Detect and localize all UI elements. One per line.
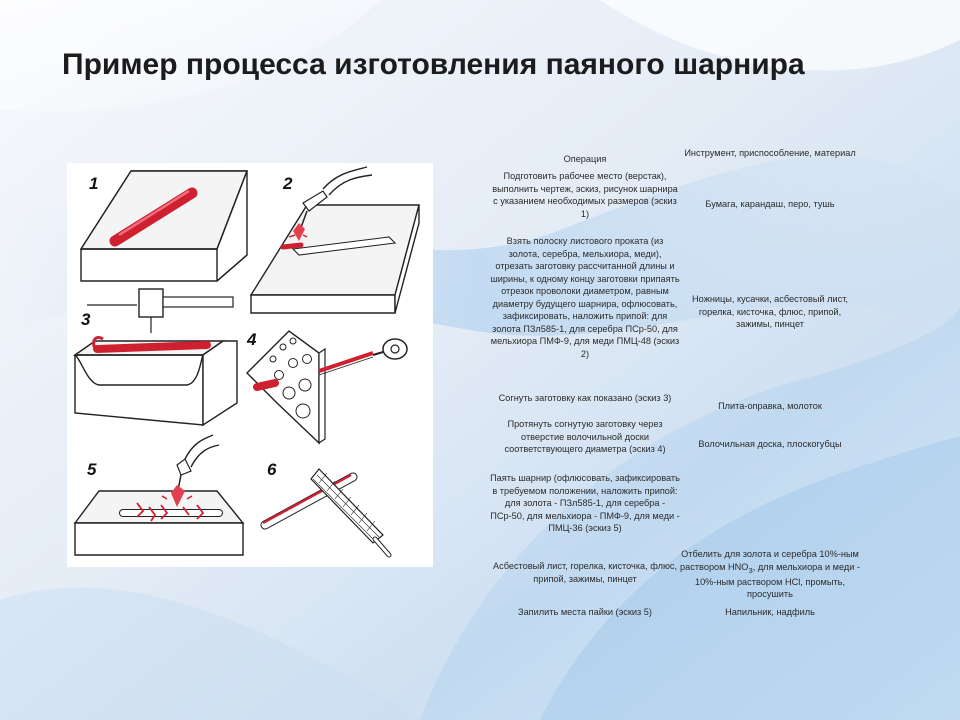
sketch-number-5: 5 bbox=[87, 460, 97, 479]
sketch-4 bbox=[246, 330, 407, 443]
sketches-drawing bbox=[67, 163, 433, 567]
operation-cell: Взять полоску листового проката (из золота, серебра, мельхиора, меди), отрезать заготовку рассчитанной длины и ширины, к одному концу заготовки припаять отрезок проволоки диаметром, равным диаметру будущего шарнира, офлюсовать, зафиксировать, наложить припой: для золота ПЗл585-1, для серебра ПСр-50, для мельхиора ПМФ-9, для меди ПМЦ-48 (эскиз 2) bbox=[490, 236, 680, 359]
sketch-number-1: 1 bbox=[89, 174, 99, 193]
header-tools: Инструмент, приспособление, материал bbox=[684, 148, 856, 158]
tools-cell: Бумага, карандаш, перо, тушь bbox=[705, 199, 835, 209]
sketch-number-4: 4 bbox=[247, 330, 257, 349]
sketch-1 bbox=[81, 171, 247, 281]
tools-cell-subscript: 3 bbox=[748, 565, 753, 575]
tools-cell: Волочильная доска, плоскогубцы bbox=[698, 439, 842, 449]
sketch-3 bbox=[75, 289, 237, 425]
sketch-number-3: 3 bbox=[81, 310, 91, 329]
tools-cell: Ножницы, кусачки, асбестовый лист, горелка, кисточка, флюс, припой, зажимы, пинцет bbox=[692, 294, 848, 330]
tools-cell: Напильник, надфиль bbox=[725, 607, 815, 617]
operation-cell: Подготовить рабочее место (верстак), выполнить чертеж, эскиз, рисунок шарнира с указанием необходимых размеров (эскиз 1) bbox=[492, 171, 678, 219]
sketch-number-2: 2 bbox=[283, 174, 293, 193]
operation-cell: Асбестовый лист, горелка, кисточка, флюс, припой, зажимы, пинцет bbox=[492, 561, 678, 584]
sketch-5 bbox=[75, 435, 243, 555]
operation-cell: Запилить места пайки (эскиз 5) bbox=[518, 607, 652, 617]
slide-title: Пример процесса изготовления паяного шарнира bbox=[62, 48, 805, 81]
sketch-6 bbox=[263, 460, 389, 555]
operation-cell: Протянуть согнутую заготовку через отверстие волочильной доски соответствующего диаметра (эскиз 4) bbox=[504, 419, 666, 455]
tools-cell bbox=[680, 548, 860, 601]
operation-cell: Согнуть заготовку как показано (эскиз 3) bbox=[498, 393, 672, 403]
sketch-2 bbox=[251, 167, 419, 313]
operation-cell: Паять шарнир (офлюсовать, зафиксировать в требуемом положении, наложить припой: для золота - ПЗл585-1, для серебра - ПСр-50, для мельхиора - ПМФ-9, для меди - ПМЦ-36 (эскиз 5) bbox=[490, 473, 680, 534]
sketch-number-6: 6 bbox=[267, 460, 277, 479]
tools-cell: Плита-оправка, молоток bbox=[718, 401, 822, 411]
header-operation: Операция bbox=[563, 154, 607, 164]
tools-cell-text: Отбелить для золота и серебра 10%-ным раствором HNO bbox=[680, 549, 859, 572]
process-sketches-figure bbox=[67, 163, 433, 567]
tools-cell-text-cont: , для мельхиора и меди - 10%-ным раствором HCl, промыть, просушить bbox=[694, 561, 860, 600]
